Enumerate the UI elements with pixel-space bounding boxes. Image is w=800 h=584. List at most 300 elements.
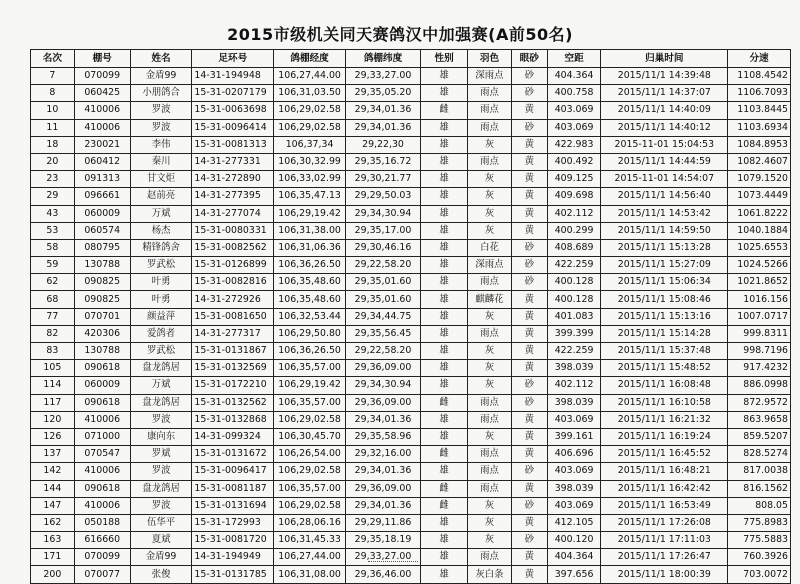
arrival-time-cell: 2015/11/1 14:40:09	[601, 102, 728, 119]
name-cell: 盘龙鸽居	[130, 394, 192, 411]
name-cell: 精锋鸽舍	[130, 239, 192, 256]
distance-cell: 398.039	[547, 394, 601, 411]
rank-cell: 147	[31, 497, 75, 514]
color-cell: 灰	[468, 514, 512, 531]
ring-number-cell: 15-31-0131785	[192, 566, 274, 583]
arrival-time-cell: 2015/11/1 14:56:40	[601, 188, 728, 205]
color-cell: 灰	[468, 222, 512, 239]
speed-cell: 816.1562	[728, 480, 791, 497]
eye-cell: 黄	[511, 549, 547, 566]
ring-number-cell: 15-31-0172210	[192, 377, 274, 394]
column-header: 名次	[31, 50, 75, 68]
ring-number-cell: 15-31-0080331	[192, 222, 274, 239]
ring-number-cell: 14-31-272926	[192, 291, 274, 308]
loft-id-cell: 090618	[74, 360, 130, 377]
column-header: 鸽棚纬度	[345, 50, 420, 68]
loft-id-cell: 410006	[74, 411, 130, 428]
arrival-time-cell: 2015/11/1 14:39:48	[601, 68, 728, 85]
column-header: 归巢时间	[601, 50, 728, 68]
name-cell: 夏斌	[130, 532, 192, 549]
name-cell: 金盾99	[130, 549, 192, 566]
sex-cell: 雄	[421, 428, 468, 445]
latitude-cell: 29,34,30.94	[345, 377, 420, 394]
eye-cell: 黄	[511, 566, 547, 583]
table-row	[31, 343, 791, 360]
speed-cell: 1082.4607	[728, 153, 791, 170]
longitude-cell: 106,31,45.33	[274, 532, 346, 549]
loft-id-cell: 410006	[74, 102, 130, 119]
rank-cell: 8	[31, 85, 75, 102]
table-row	[31, 136, 791, 153]
arrival-time-cell: 2015/11/1 17:26:08	[601, 514, 728, 531]
sex-cell: 雄	[421, 325, 468, 342]
latitude-cell: 29,22,58.20	[345, 343, 420, 360]
table-row	[31, 308, 791, 325]
distance-cell: 404.364	[547, 549, 601, 566]
loft-id-cell: 420306	[74, 325, 130, 342]
speed-cell: 1106.7093	[728, 85, 791, 102]
longitude-cell: 106,31,08.00	[274, 566, 346, 583]
rank-cell: 163	[31, 532, 75, 549]
longitude-cell: 106,28,06.16	[274, 514, 346, 531]
loft-id-cell: 410006	[74, 119, 130, 136]
color-cell: 灰	[468, 532, 512, 549]
eye-cell: 黄	[511, 205, 547, 222]
loft-id-cell: 060412	[74, 153, 130, 170]
color-cell: 深雨点	[468, 257, 512, 274]
loft-id-cell: 090618	[74, 480, 130, 497]
table-header-row	[31, 50, 791, 68]
latitude-cell: 29,36,09.00	[345, 480, 420, 497]
longitude-cell: 106,35,57.00	[274, 394, 346, 411]
name-cell: 李伟	[130, 136, 192, 153]
ring-number-cell: 14-31-099324	[192, 428, 274, 445]
speed-cell: 1061.8222	[728, 205, 791, 222]
name-cell: 伍华平	[130, 514, 192, 531]
eye-cell: 砂	[511, 274, 547, 291]
eye-cell: 黄	[511, 428, 547, 445]
rank-cell: 18	[31, 136, 75, 153]
color-cell: 灰	[468, 497, 512, 514]
rank-cell: 59	[31, 257, 75, 274]
eye-cell: 砂	[511, 85, 547, 102]
rank-cell: 200	[31, 566, 75, 583]
rank-cell: 62	[31, 274, 75, 291]
distance-cell: 403.069	[547, 497, 601, 514]
latitude-cell: 29,35,16.72	[345, 153, 420, 170]
eye-cell: 砂	[511, 239, 547, 256]
arrival-time-cell: 2015-11-01 15:04:53	[601, 136, 728, 153]
latitude-cell: 29,29,11.86	[345, 514, 420, 531]
rank-cell: 142	[31, 463, 75, 480]
color-cell: 雨点	[468, 102, 512, 119]
longitude-cell: 106,29,19.42	[274, 377, 346, 394]
loft-id-cell: 080795	[74, 239, 130, 256]
loft-id-cell: 410006	[74, 497, 130, 514]
table-row	[31, 102, 791, 119]
name-cell: 秦川	[130, 153, 192, 170]
latitude-cell: 29,34,01.36	[345, 102, 420, 119]
speed-cell: 1073.4449	[728, 188, 791, 205]
distance-cell: 404.364	[547, 68, 601, 85]
longitude-cell: 106,27,44.00	[274, 68, 346, 85]
eye-cell: 黄	[511, 411, 547, 428]
rank-cell: 23	[31, 171, 75, 188]
scan-mark	[368, 561, 418, 564]
distance-cell: 409.698	[547, 188, 601, 205]
distance-cell: 400.128	[547, 274, 601, 291]
table-row	[31, 188, 791, 205]
latitude-cell: 29,35,01.60	[345, 291, 420, 308]
speed-cell: 999.8311	[728, 325, 791, 342]
name-cell: 罗波	[130, 463, 192, 480]
name-cell: 爱鸽者	[130, 325, 192, 342]
name-cell: 罗波	[130, 497, 192, 514]
name-cell: 金盾99	[130, 68, 192, 85]
ring-number-cell: 15-31-0131672	[192, 446, 274, 463]
longitude-cell: 106,35,48.60	[274, 274, 346, 291]
arrival-time-cell: 2015/11/1 18:00:39	[601, 566, 728, 583]
name-cell: 万斌	[130, 377, 192, 394]
loft-id-cell: 070077	[74, 566, 130, 583]
arrival-time-cell: 2015/11/1 14:40:12	[601, 119, 728, 136]
name-cell: 颜益萍	[130, 308, 192, 325]
latitude-cell: 29,36,09.00	[345, 394, 420, 411]
distance-cell: 398.039	[547, 360, 601, 377]
ring-number-cell: 14-31-277395	[192, 188, 274, 205]
sex-cell: 雄	[421, 463, 468, 480]
table-row	[31, 222, 791, 239]
latitude-cell: 29,34,01.36	[345, 411, 420, 428]
loft-id-cell: 096661	[74, 188, 130, 205]
table-row	[31, 257, 791, 274]
rank-cell: 162	[31, 514, 75, 531]
arrival-time-cell: 2015/11/1 16:45:52	[601, 446, 728, 463]
ring-number-cell: 15-31-172993	[192, 514, 274, 531]
rank-cell: 10	[31, 102, 75, 119]
eye-cell: 黄	[511, 514, 547, 531]
distance-cell: 409.125	[547, 171, 601, 188]
name-cell: 叶勇	[130, 291, 192, 308]
eye-cell: 砂	[511, 532, 547, 549]
color-cell: 雨点	[468, 394, 512, 411]
speed-cell: 1108.4542	[728, 68, 791, 85]
longitude-cell: 106,30,45.70	[274, 428, 346, 445]
color-cell: 雨点	[468, 446, 512, 463]
rank-cell: 20	[31, 153, 75, 170]
name-cell: 叶勇	[130, 274, 192, 291]
longitude-cell: 106,35,48.60	[274, 291, 346, 308]
latitude-cell: 29,36,09.00	[345, 360, 420, 377]
color-cell: 灰白条	[468, 566, 512, 583]
color-cell: 白花	[468, 239, 512, 256]
rank-cell: 43	[31, 205, 75, 222]
table-row	[31, 171, 791, 188]
name-cell: 甘文炬	[130, 171, 192, 188]
ring-number-cell: 14-31-272890	[192, 171, 274, 188]
ring-number-cell: 15-31-0131867	[192, 343, 274, 360]
distance-cell: 403.069	[547, 102, 601, 119]
sex-cell: 雌	[421, 102, 468, 119]
latitude-cell: 29,34,44.75	[345, 308, 420, 325]
name-cell: 万斌	[130, 205, 192, 222]
distance-cell: 400.120	[547, 532, 601, 549]
eye-cell: 黄	[511, 308, 547, 325]
distance-cell: 408.689	[547, 239, 601, 256]
distance-cell: 412.105	[547, 514, 601, 531]
sex-cell: 雌	[421, 497, 468, 514]
document-title: 2015市级机关同天赛鸽汉中加强赛(A前50名)	[227, 25, 573, 44]
arrival-time-cell: 2015/11/1 14:37:07	[601, 85, 728, 102]
name-cell: 赵前亮	[130, 188, 192, 205]
speed-cell: 1016.156	[728, 291, 791, 308]
column-header: 性别	[421, 50, 468, 68]
sex-cell: 雄	[421, 291, 468, 308]
name-cell: 张俊	[130, 566, 192, 583]
speed-cell: 859.5207	[728, 428, 791, 445]
speed-cell: 1025.6553	[728, 239, 791, 256]
speed-cell: 872.9572	[728, 394, 791, 411]
eye-cell: 黄	[511, 136, 547, 153]
arrival-time-cell: 2015/11/1 15:08:46	[601, 291, 728, 308]
arrival-time-cell: 2015/11/1 15:37:48	[601, 343, 728, 360]
latitude-cell: 29,35,56.45	[345, 325, 420, 342]
eye-cell: 砂	[511, 68, 547, 85]
speed-cell: 703.0072	[728, 566, 791, 583]
speed-cell: 863.9658	[728, 411, 791, 428]
sex-cell: 雄	[421, 153, 468, 170]
ring-number-cell: 15-31-0207179	[192, 85, 274, 102]
color-cell: 雨点	[468, 463, 512, 480]
rank-cell: 77	[31, 308, 75, 325]
table-row	[31, 291, 791, 308]
speed-cell: 1007.0717	[728, 308, 791, 325]
eye-cell: 黄	[511, 222, 547, 239]
loft-id-cell: 091313	[74, 171, 130, 188]
color-cell: 雨点	[468, 411, 512, 428]
sex-cell: 雄	[421, 171, 468, 188]
longitude-cell: 106,31,38.00	[274, 222, 346, 239]
distance-cell: 403.069	[547, 119, 601, 136]
sex-cell: 雄	[421, 119, 468, 136]
loft-id-cell: 090618	[74, 394, 130, 411]
sex-cell: 雄	[421, 377, 468, 394]
sex-cell: 雄	[421, 514, 468, 531]
loft-id-cell: 230021	[74, 136, 130, 153]
arrival-time-cell: 2015/11/1 16:21:32	[601, 411, 728, 428]
speed-cell: 917.4232	[728, 360, 791, 377]
loft-id-cell: 070099	[74, 549, 130, 566]
longitude-cell: 106,29,02.58	[274, 102, 346, 119]
color-cell: 灰	[468, 377, 512, 394]
table-row	[31, 514, 791, 531]
longitude-cell: 106,37,34	[274, 136, 346, 153]
table-row	[31, 446, 791, 463]
latitude-cell: 29,32,16.00	[345, 446, 420, 463]
longitude-cell: 106,29,50.80	[274, 325, 346, 342]
latitude-cell: 29,35,01.60	[345, 274, 420, 291]
table-row	[31, 119, 791, 136]
name-cell: 杨杰	[130, 222, 192, 239]
loft-id-cell: 070547	[74, 446, 130, 463]
speed-cell: 760.3926	[728, 549, 791, 566]
rank-cell: 126	[31, 428, 75, 445]
ring-number-cell: 15-31-0063698	[192, 102, 274, 119]
distance-cell: 401.083	[547, 308, 601, 325]
color-cell: 灰	[468, 428, 512, 445]
latitude-cell: 29,35,58.96	[345, 428, 420, 445]
name-cell: 小朋鸽合	[130, 85, 192, 102]
sex-cell: 雄	[421, 136, 468, 153]
latitude-cell: 29,35,05.20	[345, 85, 420, 102]
table-row	[31, 85, 791, 102]
ring-number-cell: 14-31-277331	[192, 153, 274, 170]
sex-cell: 雄	[421, 188, 468, 205]
speed-cell: 775.8983	[728, 514, 791, 531]
eye-cell: 黄	[511, 343, 547, 360]
eye-cell: 砂	[511, 497, 547, 514]
speed-cell: 775.5883	[728, 532, 791, 549]
sex-cell: 雄	[421, 205, 468, 222]
rank-cell: 58	[31, 239, 75, 256]
table-row	[31, 68, 791, 85]
ring-number-cell: 15-31-0081313	[192, 136, 274, 153]
loft-id-cell: 090825	[74, 291, 130, 308]
speed-cell: 1040.1884	[728, 222, 791, 239]
eye-cell: 黄	[511, 102, 547, 119]
name-cell: 盘龙鸽居	[130, 360, 192, 377]
table-row	[31, 377, 791, 394]
longitude-cell: 106,35,57.00	[274, 480, 346, 497]
latitude-cell: 29,30,46.16	[345, 239, 420, 256]
latitude-cell: 29,29,50.03	[345, 188, 420, 205]
rank-cell: 137	[31, 446, 75, 463]
column-header: 空距	[547, 50, 601, 68]
rank-cell: 105	[31, 360, 75, 377]
longitude-cell: 106,35,57.00	[274, 360, 346, 377]
latitude-cell: 29,22,58.20	[345, 257, 420, 274]
rank-cell: 144	[31, 480, 75, 497]
latitude-cell: 29,33,27.00	[345, 68, 420, 85]
longitude-cell: 106,29,02.58	[274, 463, 346, 480]
arrival-time-cell: 2015/11/1 16:10:58	[601, 394, 728, 411]
longitude-cell: 106,31,06.36	[274, 239, 346, 256]
color-cell: 雨点	[468, 325, 512, 342]
distance-cell: 406.696	[547, 446, 601, 463]
arrival-time-cell: 2015/11/1 15:13:28	[601, 239, 728, 256]
eye-cell: 黄	[511, 480, 547, 497]
color-cell: 雨点	[468, 85, 512, 102]
ring-number-cell: 15-31-0081650	[192, 308, 274, 325]
distance-cell: 422.259	[547, 257, 601, 274]
color-cell: 麒麟花	[468, 291, 512, 308]
sex-cell: 雄	[421, 85, 468, 102]
sex-cell: 雄	[421, 343, 468, 360]
table-row	[31, 205, 791, 222]
sex-cell: 雄	[421, 257, 468, 274]
latitude-cell: 29,35,17.00	[345, 222, 420, 239]
table-row	[31, 360, 791, 377]
distance-cell: 398.039	[547, 480, 601, 497]
distance-cell: 403.069	[547, 463, 601, 480]
table-row	[31, 153, 791, 170]
color-cell: 深雨点	[468, 68, 512, 85]
latitude-cell: 29,35,18.19	[345, 532, 420, 549]
rank-cell: 53	[31, 222, 75, 239]
sex-cell: 雄	[421, 222, 468, 239]
distance-cell: 402.112	[547, 205, 601, 222]
longitude-cell: 106,29,02.58	[274, 411, 346, 428]
rank-cell: 83	[31, 343, 75, 360]
distance-cell: 400.128	[547, 291, 601, 308]
eye-cell: 黄	[511, 171, 547, 188]
latitude-cell: 29,34,01.36	[345, 497, 420, 514]
distance-cell: 422.259	[547, 343, 601, 360]
longitude-cell: 106,35,47.13	[274, 188, 346, 205]
table-row	[31, 480, 791, 497]
longitude-cell: 106,30,32.99	[274, 153, 346, 170]
rank-cell: 68	[31, 291, 75, 308]
table-row	[31, 325, 791, 342]
latitude-cell: 29,33,27.00	[345, 549, 420, 566]
sex-cell: 雌	[421, 394, 468, 411]
longitude-cell: 106,31,03.50	[274, 85, 346, 102]
rank-cell: 11	[31, 119, 75, 136]
arrival-time-cell: 2015/11/1 14:59:50	[601, 222, 728, 239]
table-row	[31, 497, 791, 514]
loft-id-cell: 060425	[74, 85, 130, 102]
speed-cell: 1084.8953	[728, 136, 791, 153]
distance-cell: 400.758	[547, 85, 601, 102]
longitude-cell: 106,29,02.58	[274, 497, 346, 514]
distance-cell: 399.161	[547, 428, 601, 445]
eye-cell: 黄	[511, 188, 547, 205]
arrival-time-cell: 2015/11/1 15:14:28	[601, 325, 728, 342]
eye-cell: 砂	[511, 377, 547, 394]
ring-number-cell: 15-31-0131694	[192, 497, 274, 514]
rank-cell: 29	[31, 188, 75, 205]
arrival-time-cell: 2015/11/1 14:53:42	[601, 205, 728, 222]
results-table	[30, 49, 791, 584]
color-cell: 灰	[468, 343, 512, 360]
distance-cell: 402.112	[547, 377, 601, 394]
color-cell: 雨点	[468, 274, 512, 291]
sex-cell: 雄	[421, 308, 468, 325]
eye-cell: 砂	[511, 463, 547, 480]
speed-cell: 828.5274	[728, 446, 791, 463]
ring-number-cell: 15-31-0132562	[192, 394, 274, 411]
color-cell: 灰	[468, 308, 512, 325]
rank-cell: 171	[31, 549, 75, 566]
loft-id-cell: 130788	[74, 343, 130, 360]
speed-cell: 1079.1520	[728, 171, 791, 188]
rank-cell: 120	[31, 411, 75, 428]
speed-cell: 1021.8652	[728, 274, 791, 291]
name-cell: 盘龙鸽居	[130, 480, 192, 497]
eye-cell: 黄	[511, 325, 547, 342]
column-header: 棚号	[74, 50, 130, 68]
longitude-cell: 106,29,02.58	[274, 119, 346, 136]
ring-number-cell: 15-31-0081720	[192, 532, 274, 549]
rank-cell: 117	[31, 394, 75, 411]
loft-id-cell: 060009	[74, 377, 130, 394]
table-row	[31, 532, 791, 549]
color-cell: 灰	[468, 171, 512, 188]
ring-number-cell: 15-31-0096417	[192, 463, 274, 480]
color-cell: 雨点	[468, 480, 512, 497]
speed-cell: 808.05	[728, 497, 791, 514]
distance-cell: 403.069	[547, 411, 601, 428]
